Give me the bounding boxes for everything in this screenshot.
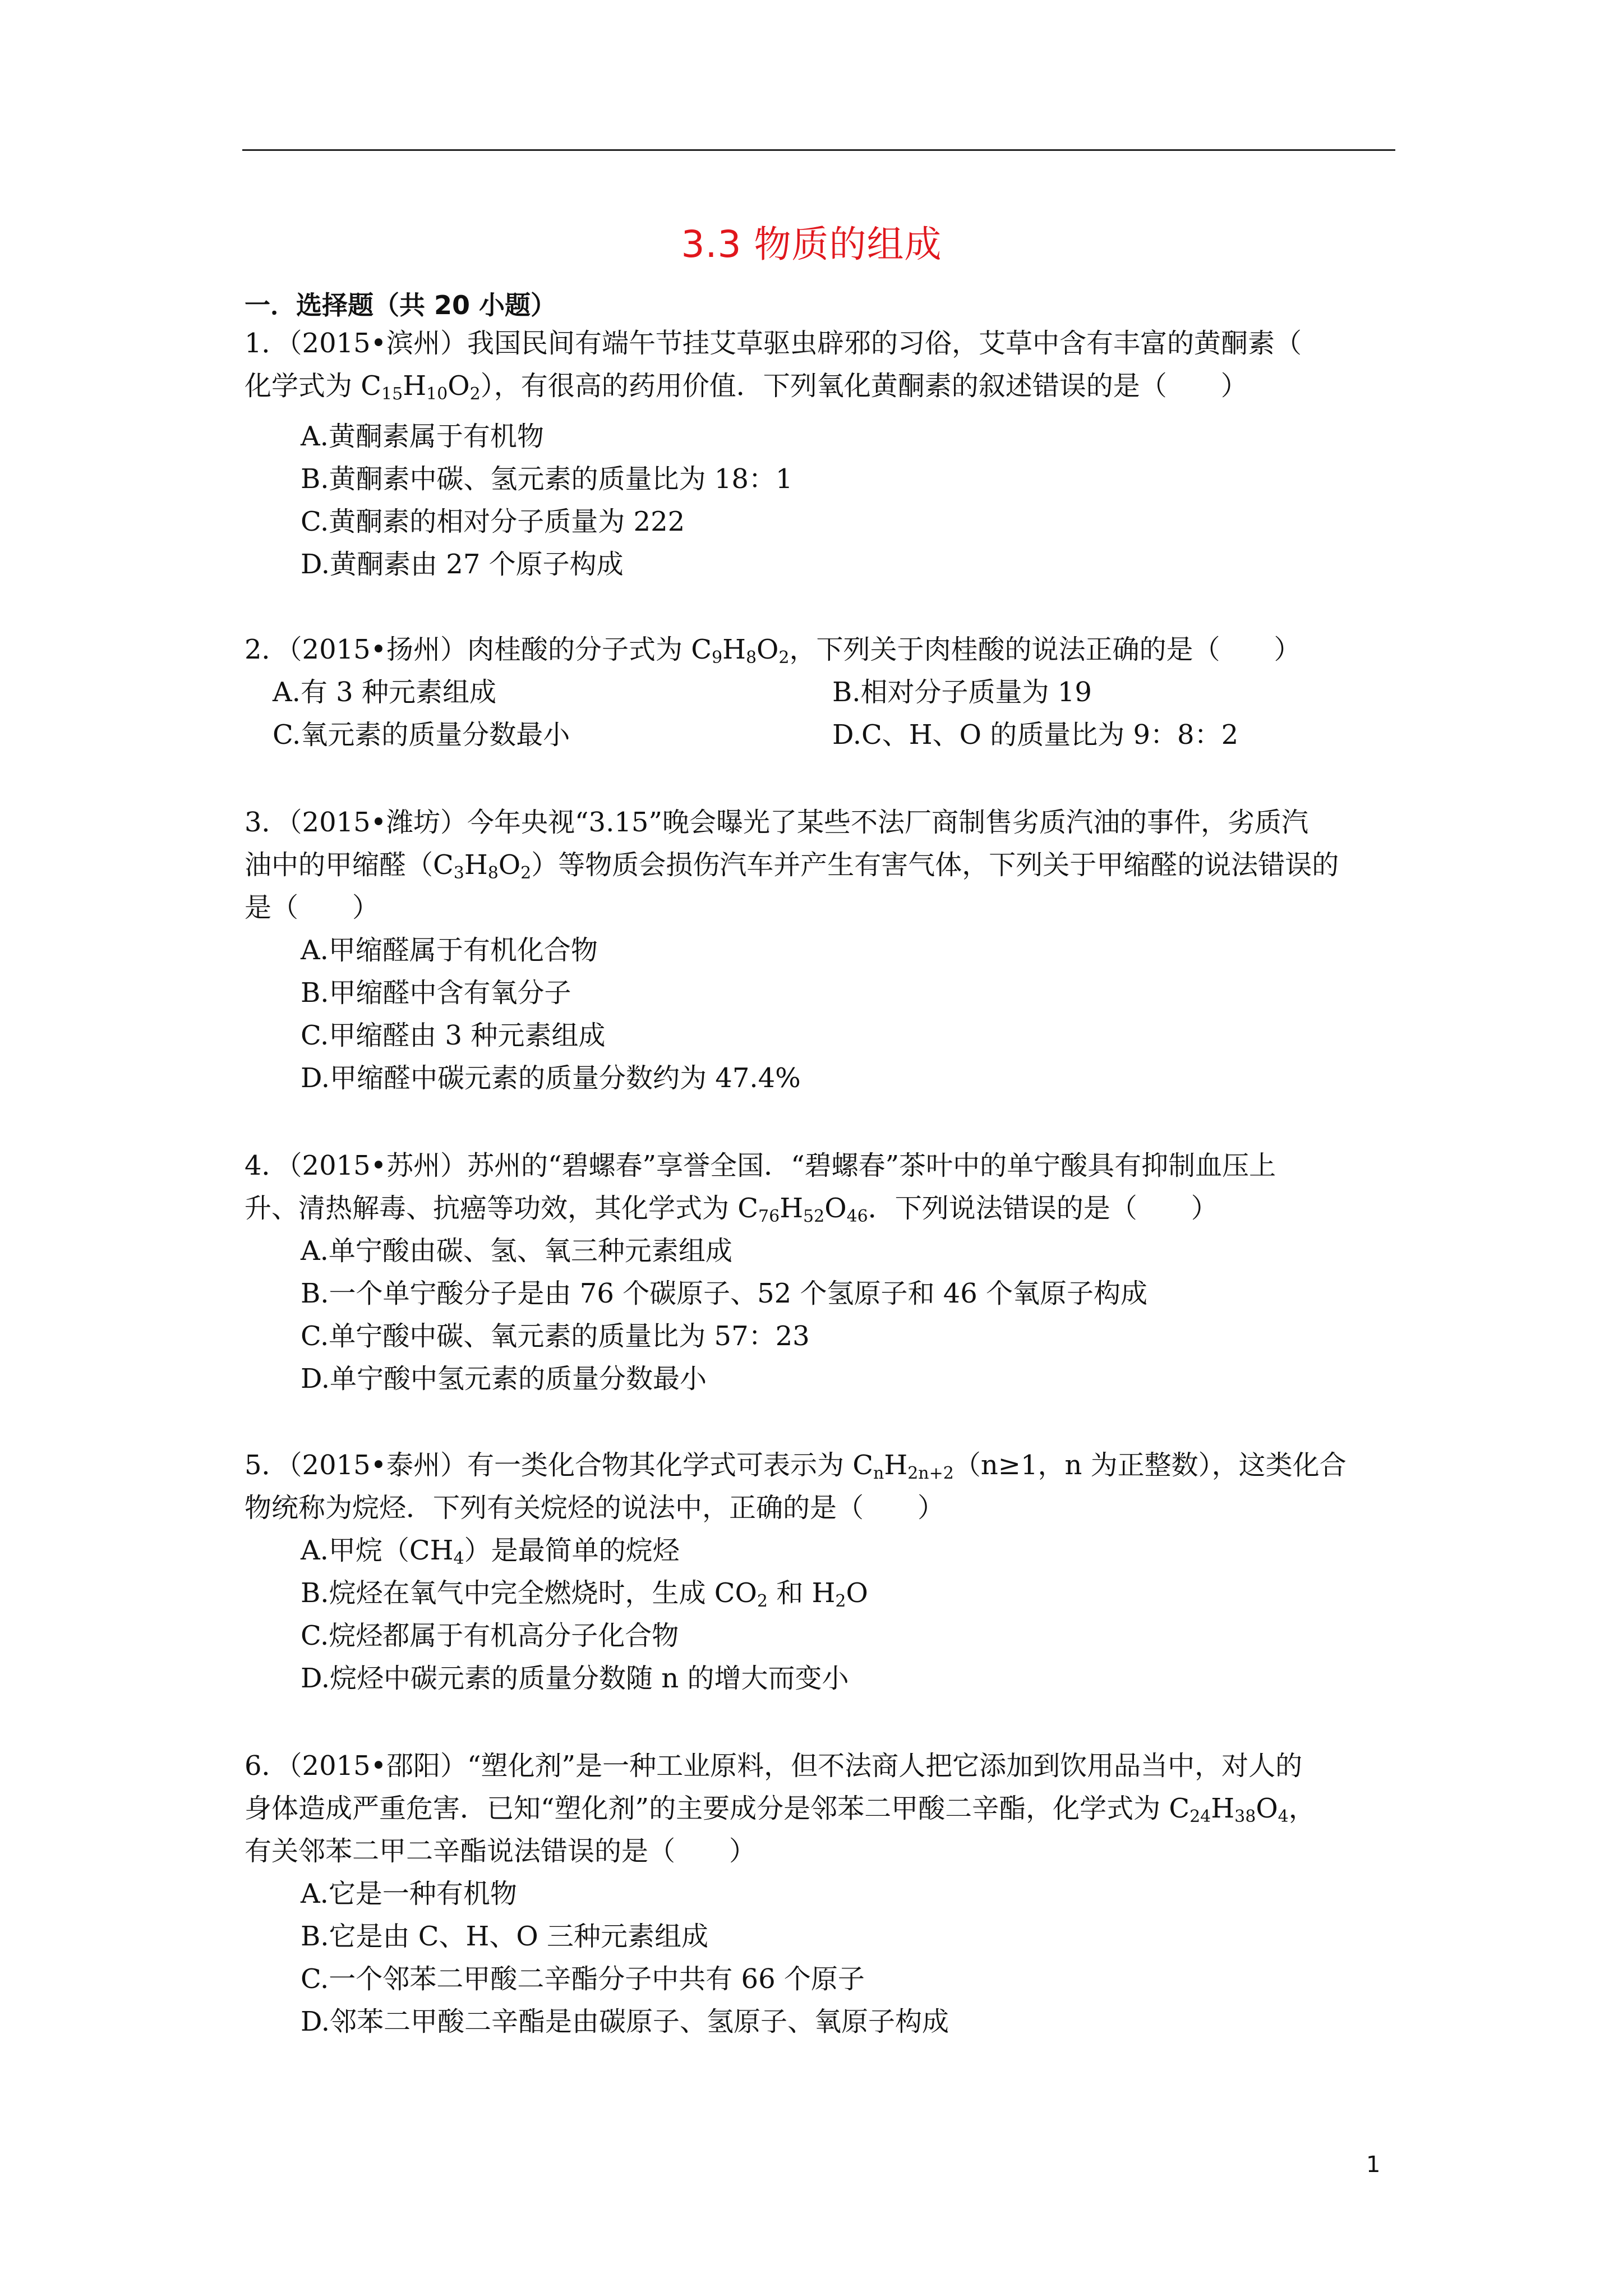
question-1-option-c: C.黄酮素的相对分子质量为 222 [301,506,685,537]
question-6-option-a: A.它是一种有机物 [301,1878,517,1910]
question-6-option-c: C.一个邻苯二甲酸二辛酯分子中共有 66 个原子 [301,1963,865,1995]
question-4-option-c: C.单宁酸中碳、氧元素的质量比为 57：23 [301,1320,810,1352]
question-5-stem: 5．（2015•泰州）有一类化合物其化学式可表示为 $C_nH_{2n+2}(n\ge 1$，n 为正整数），这类化合 物统称为烷烃．下列有关烷烃的说法中，正确的是（ ） [245,1450,1347,1524]
question-2-option-d: D.C、H、O 的质量比为 9：8：2 [832,719,1239,751]
question-4-option-a: A.单宁酸由碳、氢、氧三种元素组成 [301,1235,732,1267]
question-3-option-b: B.甲缩醛中含有氧分子 [301,977,571,1009]
question-5-option-a: A.甲烷$(CH_4)$是最简单的烷烃 [301,1535,680,1568]
question-3-option-c: C.甲缩醛由 3 种元素组成 [301,1020,606,1051]
question-2-option-c: C.氧元素的质量分数最小 [273,719,570,751]
question-3-option-d: D.甲缩醛中碳元素的质量分数约为 47.4% [301,1062,801,1094]
page-title: 3.3 物质的组成 [681,223,942,266]
question-2-option-b: B.相对分子质量为 19 [832,677,1092,708]
question-6-option-b: B.它是由 C、H、O 三种元素组成 [301,1921,708,1952]
question-4-option-d: D.单宁酸中氢元素的质量分数最小 [301,1363,707,1395]
question-1-option-b: B.黄酮素中碳、氢元素的质量比为 18：1 [301,463,793,495]
question-5-option-b: B.烷烃在氧气中完全燃烧时，生成 $CO_2$ 和 $H_2O$ [301,1577,868,1611]
header-rule [242,149,1395,151]
question-1-stem: 1．（2015•滨州）我国民间有端午节挂艾草驱虫辟邪的习俗，艾草中含有丰富的黄酮素（ 化学式为 $C_{15}H_{10}O_2$），有很高的药用价值．下列氧化黄酮素的叙述错误的是（ ） [245,328,1302,404]
question-5-option-d: D.烷烃中碳元素的质量分数随 n 的增大而变小 [301,1663,849,1694]
page-number: 1 [1366,2152,1381,2178]
question-1-option-a: A.黄酮素属于有机物 [301,421,544,452]
question-4-stem: 4．（2015•苏州）苏州的“碧螺春”享誉全国．“碧螺春”茶叶中的单宁酸具有抑制血压上 升、清热解毒、抗癌等功效，其化学式为 $C_{76}H_{52}O_{46}$．下列说法错误的是（ ） [245,1150,1276,1226]
question-2-option-a: A.有 3 种元素组成 [273,677,496,708]
question-6-option-d: D.邻苯二甲酸二辛酯是由碳原子、氢原子、氧原子构成 [301,2006,949,2037]
question-5-option-c: C.烷烃都属于有机高分子化合物 [301,1620,679,1651]
question-1-option-d: D.黄酮素由 27 个原子构成 [301,549,624,580]
question-2-stem: 2．（2015•扬州）肉桂酸的分子式为 $C_9H_8O_2$，下列关于肉桂酸的说法正确的是（ ） [245,634,1301,668]
section-heading: 一．选择题（共 20 小题） [245,290,557,320]
question-4-option-b: B.一个单宁酸分子是由 76 个碳原子、52 个氢原子和 46 个氧原子构成 [301,1278,1148,1309]
question-3-stem: 3．（2015•潍坊）今年央视“3.15”晚会曝光了某些不法厂商制售劣质汽油的事件，劣质汽 油中的甲缩醛$(C_3H_8O_2)$等物质会损伤汽车并产生有害气体，下列关于甲缩醛的说法错误的 是（ ） [245,807,1339,923]
question-3-option-a: A.甲缩醛属于有机化合物 [301,935,598,966]
question-6-stem: 6．（2015•邵阳）“塑化剂”是一种工业原料，但不法商人把它添加到饮用品当中，对人的 身体造成严重危害．已知“塑化剂”的主要成分是邻苯二甲酸二辛酯，化学式为 $C_{24}H_{38}O_4$， 有关邻苯二甲二辛酯说法错误的是（ ） [245,1750,1316,1867]
